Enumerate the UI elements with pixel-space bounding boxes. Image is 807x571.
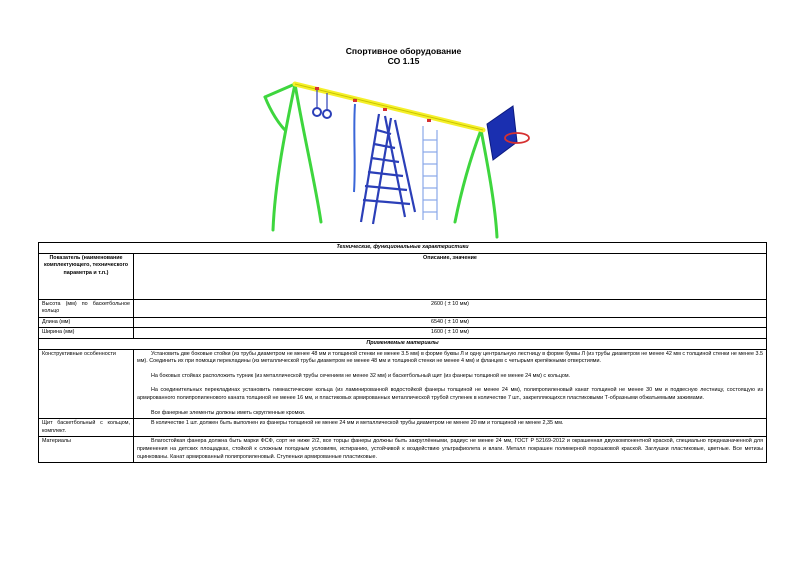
spec-table [38,242,767,463]
header-description: Описание, значение [134,253,767,299]
row-width-value: 1600 ( ± 10 мм) [134,328,767,339]
product-illustration [255,72,545,242]
title-line-1: Спортивное оборудование [345,46,462,56]
basket-text: В количестве 1 шт. должен быть выполнен из фанеры толщиной не менее 24 мм и металлической трубы диаметром не менее 20 мм и толщиной не менее 2,35 мм. [151,420,564,427]
rope-ladder [423,126,437,220]
row-length-label: Длина (мм) [39,317,134,328]
constructive-paragraph: Все фанерные элементы должны иметь скругленные кромки. [151,409,306,416]
row-width-label: Ширина (мм) [39,328,134,339]
section-materials: Применяемые материалы [39,338,767,349]
basket-description [134,419,767,437]
left-frame [265,84,321,230]
materials-description [134,437,767,463]
constructive-description [134,349,767,419]
constructive-label: Конструктивные особенности [39,349,134,419]
top-beam [295,84,483,130]
constructive-paragraph: На боковых стойках расположить турник (из металлической трубы сечением не менее 32 мм) и баскетбольный щит (из фанеры толщиной не менее 24 мм) с кольцом. [151,372,571,379]
central-ladder [361,114,415,224]
materials-text: Влагостойкая фанера должна быть марки ФСФ, сорт не ниже 2/2, все торцы фанеры должны быть закруглёнными, радиус не менее 24 мм, ГОСТ Р 52169-2012 и окрашенная двухкомпонентной краской, специально предназначенной для применения на детских площадках, стойкой к сложным погодным условиям, истиранию, устойчивой к воздействию ультрафиолета и влаги. Металл покрашен полимерной порошковой краской. Заглушки пластиковые, цветные. Все метизы оцинкованы. Канат армированный полипропиленовый. Ступеньки армированные пластиковые. [137,438,763,460]
header-parameter: Показатель (наименование комплектующего, технического параметра и т.п.) [39,253,134,299]
title-line-2: СО 1.15 [387,56,420,66]
row-height-label: Высота (мм) по баскетбольное кольцо [39,299,134,317]
materials-label: Материалы [39,437,134,463]
basketball-backboard [487,106,529,160]
basket-label: Щит баскетбольный с кольцом, комплект. [39,419,134,437]
row-height-value: 2600 ( ± 10 мм) [134,299,767,317]
section-technical: Технические, функциональные характеристики [39,243,767,254]
constructive-paragraph: Установить две боковые стойки (из трубы диаметром не менее 48 мм и толщиной стенки не менее 3.5 мм) в форме буквы Л и одну центральную лестницу в форме буквы Л (из трубы диаметром не менее 42 мм с толщиной стенки не менее 3.5 мм). Соединить их при помощи перекладины (из металлической трубы диаметром не менее 48 мм и толщиной стенки не менее 4 мм) и фланцев с четырьмя крепёжными отверстиями. [137,350,763,365]
row-length-value: 6540 ( ± 10 мм) [134,317,767,328]
constructive-paragraph: На соединительных перекладинах установить гимнастические кольца (из ламинированной водостойкой фанеры толщиной не менее 24 мм), полипропиленовый канат толщиной не менее 30 мм и подвесную лестницу, состоящую из армированного полипропиленового каната толщиной не менее 16 мм, и пластиковых армированных металлической трубой ступенек в количестве 7 шт., закрепляющихся пластиковыми Т-образными обжатыемыми зажимами. [137,387,763,401]
climbing-rope [354,104,355,192]
document-title [0,46,807,66]
